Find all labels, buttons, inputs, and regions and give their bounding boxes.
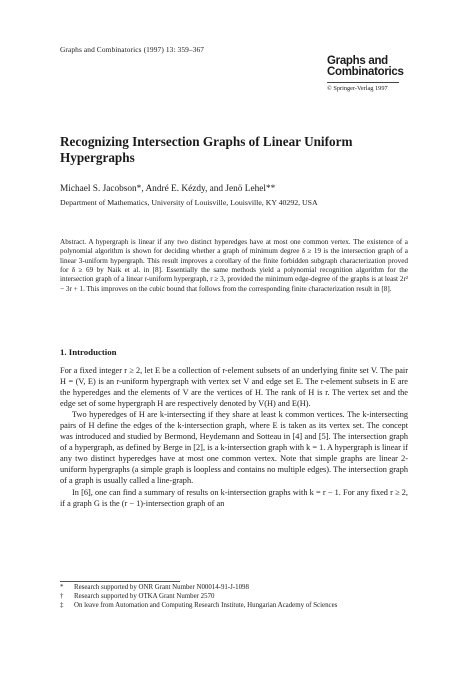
logo-line-1: Graphs and	[327, 54, 388, 68]
paragraph-1: For a fixed integer r ≥ 2, let E be a collection of r-element subsets of an underlying finite set V. The pair H = (V, E) is an r-uniform hypergraph with vertex set V and edge set E. The r-element subsets in E are the hyperedges and the elements of V are the vertices of H. The rank of H is r. The vertex set and the edge set of some hypergraph H are respectively denoted by V(H) and E(H).	[60, 366, 408, 409]
logo-line-2: Combinatorics	[327, 65, 404, 79]
logo-rule	[327, 82, 399, 83]
footnote-mark: *	[60, 584, 64, 591]
abstract-text: A hypergraph is linear if any two distinct hyperedges have at most one common vertex. The existence of a polynomial algorithm is shown for deciding whether a graph of minimum degree δ ≥ 19 is the intersection graph of a linear 3-uniform hypergraph. This result improves a corollary of the finite forbidden subgraph characterization proved for δ ≥ 69 by Naik et al. in [8]. Essentially the same methods yield a polynomial recognition algorithm for the intersection graph of a linear r-uniform hypergraph, r ≥ 3, provided the minimum edge-degree of the graphs is at least 2r² − 3r + 1. This improves on the cubic bound that follows from the corresponding finite characterization result in [8].	[60, 238, 408, 293]
footnote-text: Research supported by OTKA Grant Number 2570	[74, 592, 215, 600]
paragraph-3: In [6], one can find a summary of results on k-intersection graphs with k = r − 1. For any fixed r ≥ 2, if a graph G is the (r − 1)-intersection graph of an	[60, 487, 408, 508]
body-text	[60, 365, 408, 509]
footnote-mark: ‡	[60, 601, 64, 609]
footnote-text: On leave from Automation and Computing Research Institute, Hungarian Academy of Sciences	[74, 601, 338, 609]
footnote-rule	[60, 581, 180, 582]
footnote	[60, 584, 408, 593]
footnotes	[60, 584, 408, 610]
author-list: Michael S. Jacobson*, André E. Kézdy, and Jenö Lehel**	[60, 184, 276, 194]
footnote	[60, 593, 408, 602]
section-heading: 1. Introduction	[60, 347, 117, 357]
paragraph-2: Two hyperedges of H are k-intersecting if they share at least k common vertices. The k-intersecting pairs of H define the edges of the k-intersection graph, where E is taken as its vertex set. The concept was introduced and studied by Bermond, Heydemann and Sotteau in [4] and [5]. The intersection graph of a hypergraph, as defined by Berge in [2], is a k-intersection graph with k = 1. A hypergraph is linear if any two distinct hyperedges have at most one common vertex. Note that simple graphs are linear 2-uniform hypergraphs (a simple graph is loopless and contains no multiple edges). The intersection graph of a graph is usually called a line-graph.	[60, 410, 408, 486]
copyright-notice: © Springer-Verlag 1997	[327, 85, 388, 92]
affiliation: Department of Mathematics, University of Louisville, Louisville, KY 40292, USA	[60, 198, 318, 207]
journal-logo	[327, 56, 407, 92]
paper-title: Recognizing Intersection Graphs of Linear Uniform Hypergraphs	[60, 134, 353, 165]
footnote-mark: †	[60, 592, 64, 600]
footnote	[60, 602, 408, 611]
abstract	[60, 238, 408, 294]
footnote-text: Research supported by ONR Grant Number N00014-91-J-1098	[74, 584, 249, 591]
abstract-label: Abstract.	[60, 238, 87, 246]
running-header: Graphs and Combinatorics (1997) 13: 359–367	[60, 45, 205, 54]
